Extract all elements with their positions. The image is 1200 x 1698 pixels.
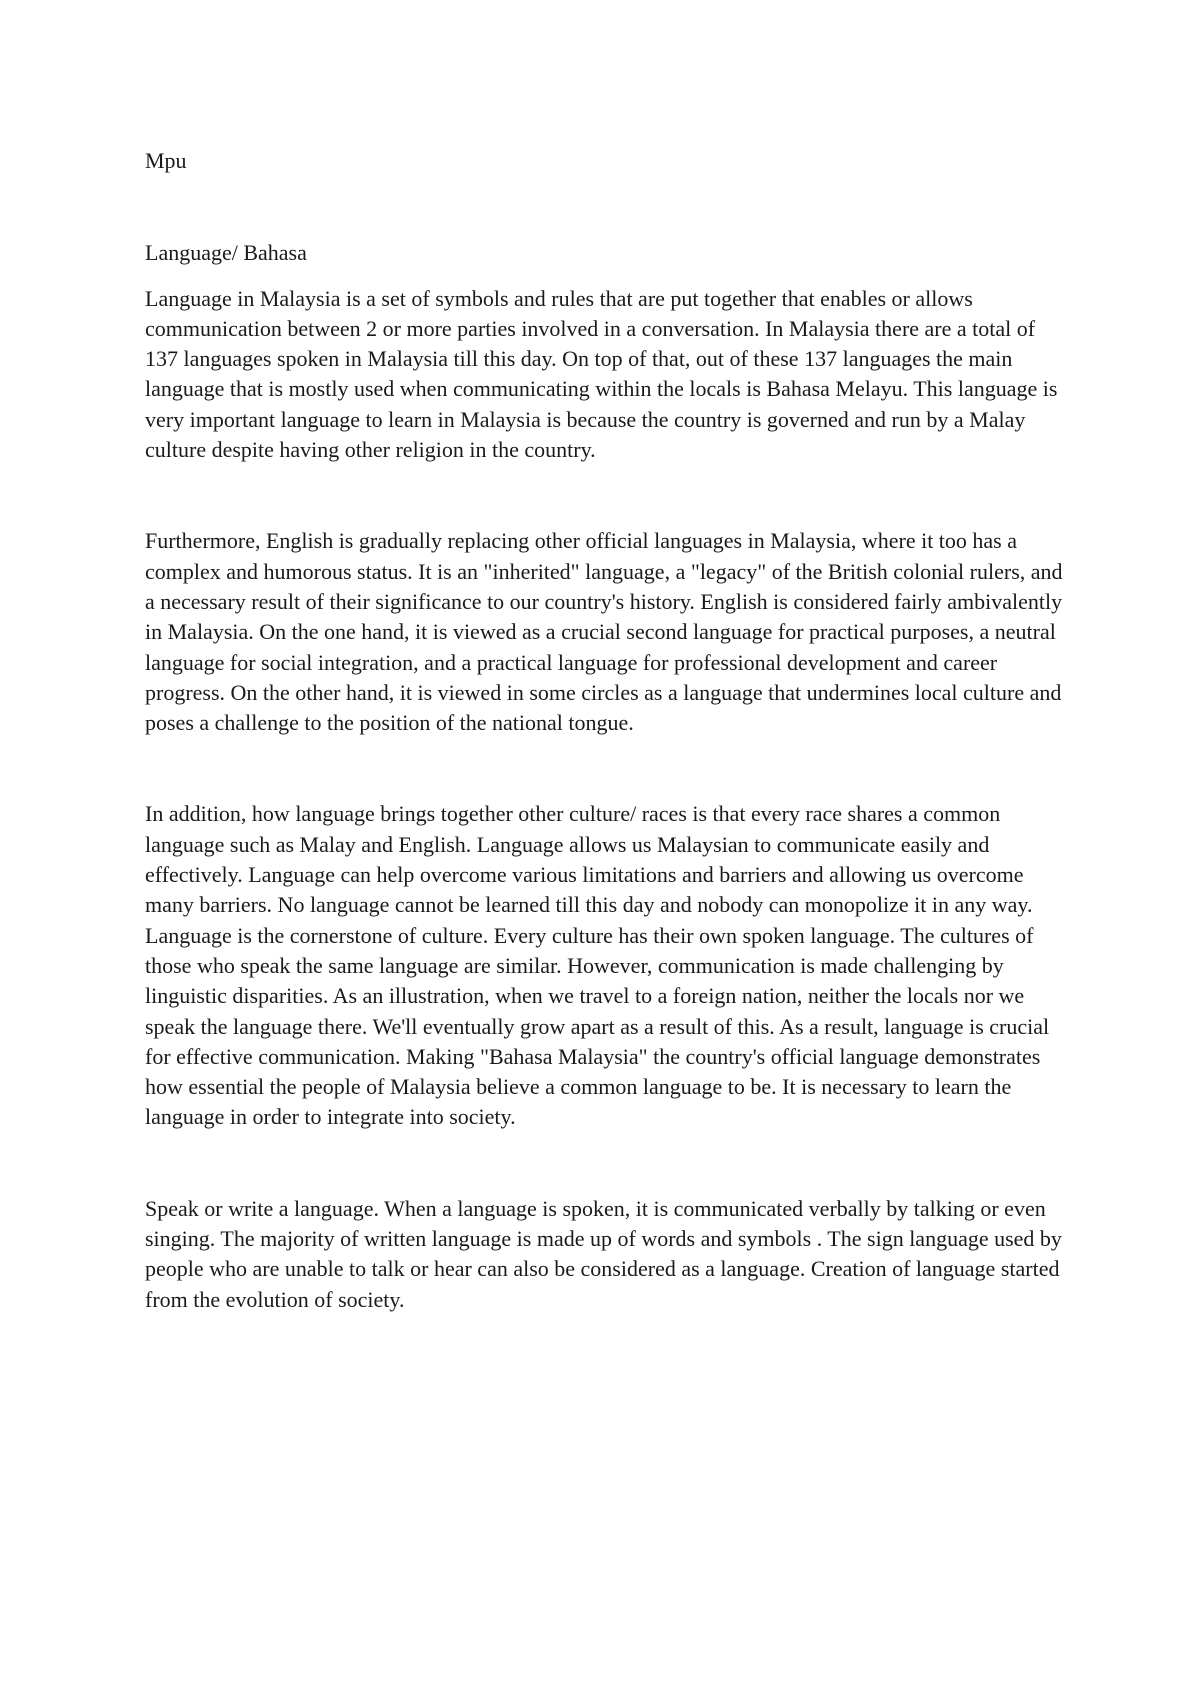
section-heading: Language/ Bahasa xyxy=(145,240,307,266)
paragraph-culture: In addition, how language brings together other culture/ races is that every race shares a common language such as Malay and English. Language allows us Malaysian to communicate easily and effectively. Language can help overcome various limitations and barriers and allowing us overcome many barriers. No language cannot be learned till this day and nobody can monopolize it in any way. Language is the cornerstone of culture. Every culture has their own spoken language. The cultures of those who speak the same language are similar. However, communication is made challenging by linguistic disparities. As an illustration, when we travel to a foreign nation, neither the locals nor we speak the language there. We'll eventually grow apart as a result of this. As a result, language is crucial for effective communication. Making "Bahasa Malaysia" the country's official language demonstrates how essential the people of Malaysia believe a common language to be. It is necessary to learn the language in order to integrate into society. xyxy=(145,801,1050,1130)
paragraph-speak-write: Speak or write a language. When a language is spoken, it is communicated verbally by talking or even singing. The majority of written language is made up of words and symbols . The sign language used by people who are unable to talk or hear can also be considered as a language. Creation of language started from the evolution of society. xyxy=(145,1195,1062,1312)
paragraph-english: Furthermore, English is gradually replacing other official languages in Malaysia, where it too has a complex and humorous status. It is an "inherited" language, a "legacy" of the British colonial rulers, and a necessary result of their significance to our country's history. English is considered fairly ambivalently in Malaysia. On the one hand, it is viewed as a crucial second language for practical purposes, a neutral language for social integration, and a practical language for professional development and career progress. On the other hand, it is viewed in some circles as a language that undermines local culture and poses a challenge to the position of the national tongue. xyxy=(145,528,1063,736)
document-body xyxy=(145,146,1065,1315)
document-title: Mpu xyxy=(145,148,187,173)
paragraph-intro: Language in Malaysia is a set of symbols and rules that are put together that enables or allows communication between 2 or more parties involved in a conversation. In Malaysia there are a total of 137 languages spoken in Malaysia till this day. On top of that, out of these 137 languages the main language that is mostly used when communicating within the locals is Bahasa Melayu. This language is very important language to learn in Malaysia is because the country is governed and run by a Malay culture despite having other religion in the country. xyxy=(145,285,1058,463)
